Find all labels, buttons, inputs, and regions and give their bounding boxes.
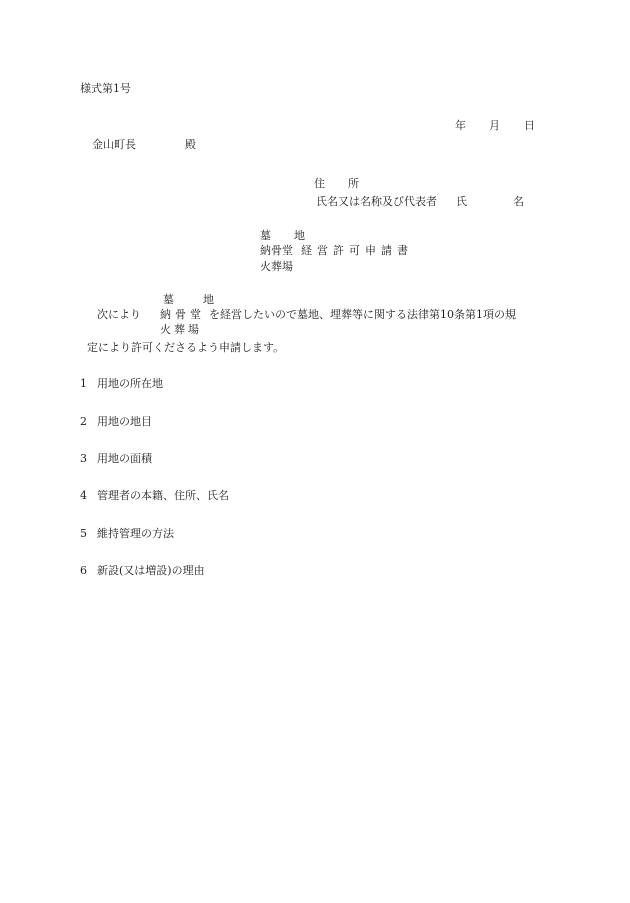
body-text: を経営したいので墓地、埋葬等に関する法律第10条第1項の規 xyxy=(209,308,516,321)
list-item xyxy=(80,564,205,577)
title-line-crematorium: 火葬場 xyxy=(260,260,293,273)
item-label: 用地の所在地 xyxy=(97,377,163,390)
honorific: 殿 xyxy=(185,138,196,151)
applicant-address-label: 住 所 xyxy=(314,177,365,190)
item-number: 3 xyxy=(80,452,87,465)
item-label: 用地の面積 xyxy=(97,452,152,465)
list-item xyxy=(80,489,229,502)
list-item xyxy=(80,415,152,428)
item-number: 6 xyxy=(80,564,87,577)
title-line-ossuary xyxy=(260,244,413,257)
date-month-label: 月 xyxy=(489,119,500,132)
body-stack-cemetery: 墓 地 xyxy=(163,293,223,306)
applicant-name-label: 氏名又は名称及び代表者 xyxy=(316,195,437,208)
item-label: 用地の地目 xyxy=(97,415,152,428)
item-number: 4 xyxy=(80,489,87,502)
form-number: 様式第1号 xyxy=(80,82,131,95)
addressee: 金山町長 xyxy=(92,138,136,151)
list-item xyxy=(80,527,174,540)
title-line-cemetery: 墓 地 xyxy=(260,229,311,242)
date-day-label: 日 xyxy=(524,119,535,132)
list-item xyxy=(80,377,163,390)
applicant-name-mei: 名 xyxy=(513,195,524,208)
item-label: 管理者の本籍、住所、氏名 xyxy=(97,489,229,502)
title-ossuary-word: 納骨堂 xyxy=(260,244,293,257)
item-number: 1 xyxy=(80,377,87,390)
body-continuation: 定により許可くださるよう申請します。 xyxy=(87,341,285,354)
body-lead: 次により xyxy=(97,308,141,321)
title-suffix: 経営許可申請書 xyxy=(301,244,413,257)
body-stack-ossuary: 納骨堂 xyxy=(160,308,205,321)
body-stack-crematorium: 火葬場 xyxy=(160,323,202,336)
body-main-line xyxy=(160,308,516,321)
item-number: 2 xyxy=(80,415,87,428)
item-label: 新設(又は増設)の理由 xyxy=(97,564,205,577)
item-label: 維持管理の方法 xyxy=(97,527,174,540)
date-year-label: 年 xyxy=(455,119,466,132)
list-item xyxy=(80,452,152,465)
item-number: 5 xyxy=(80,527,87,540)
applicant-name-shi: 氏 xyxy=(456,195,467,208)
